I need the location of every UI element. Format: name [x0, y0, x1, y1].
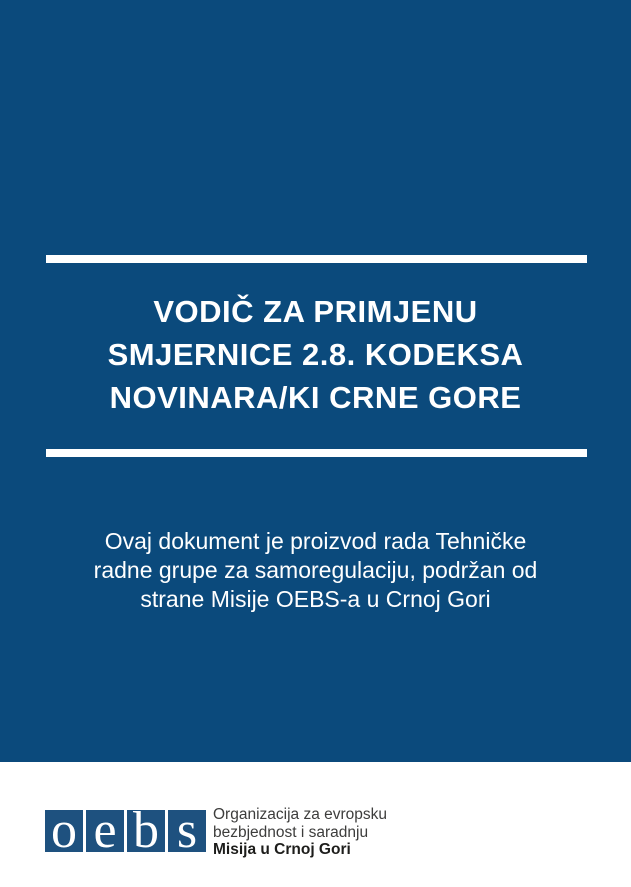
title-divider-top — [46, 255, 587, 263]
cover-subtitle-line: radne grupe za samoregulaciju, podržan od — [93, 557, 538, 583]
mission-name: Misija u Crnoj Gori — [213, 841, 351, 858]
organization-name-line: bezbjednost i saradnju — [213, 823, 369, 841]
oebs-logo-square: b — [127, 810, 165, 852]
oebs-logo — [45, 802, 206, 859]
oebs-logo-square: e — [86, 810, 124, 852]
footer-band — [0, 762, 631, 887]
cover-subtitle — [0, 527, 631, 614]
oebs-logo-text — [213, 806, 387, 859]
cover-title — [0, 290, 631, 419]
cover-title-line: NOVINARA/KI CRNE GORE — [109, 380, 522, 415]
title-divider-bottom — [46, 449, 587, 457]
oebs-logo-square: s — [168, 810, 206, 852]
cover-subtitle-line: Ovaj dokument je proizvod rada Tehničke — [104, 528, 527, 554]
oebs-logo-square: o — [45, 810, 83, 852]
organization-name-line: Organizacija za evropsku — [213, 806, 388, 823]
cover-subtitle-line: strane Misije OEBS-a u Crnoj Gori — [140, 586, 491, 612]
cover-title-line: VODIČ ZA PRIMJENU — [153, 294, 478, 329]
cover-title-line: SMJERNICE 2.8. KODEKSA — [107, 337, 524, 372]
